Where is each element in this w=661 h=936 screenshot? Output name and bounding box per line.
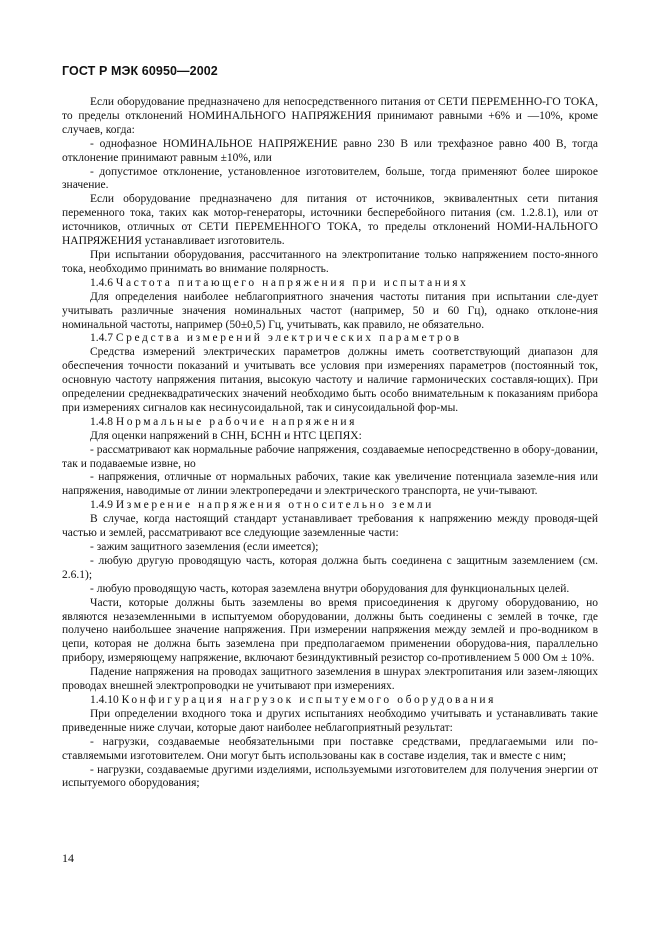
paragraph: - зажим защитного заземления (если имеется);	[90, 541, 319, 553]
paragraph: Средства измерений электрических параметров должны иметь соответствующий диапазон для обеспечения точности показаний и учитывать все условия при измерениях параметров (постоянный ток, основную частоту напряжения питания, высокую частоту и наличие гармонических составля-ющих). При определении среднеквадратических значений необходимо быть особо внимательным к показаниям прибора при измерениях сигналов как несинусоидальной, так и синусоидальной фор-мы.	[62, 346, 598, 414]
section-title: Измерение напряжения относительно земли	[115, 499, 434, 512]
paragraph: Падение напряжения на проводах защитного заземления в шнурах электропитания или зазем-ляющих проводах внешней электропроводки не учитывают при измерениях.	[62, 666, 598, 693]
paragraph: - нагрузки, создаваемые другими изделиями, используемыми изготовителем для получения энергии от испытуемого оборудования;	[62, 763, 598, 790]
paragraph: - любую другую проводящую часть, которая должна быть соединена с защитным заземлением (см. 2.6.1);	[62, 554, 598, 581]
paragraph: Для оценки напряжений в СНН, БСНН и НТС ЦЕПЯХ:	[90, 429, 362, 442]
paragraph: - допустимое отклонение, установленное изготовителем, больше, тогда применяют более широкое значение.	[62, 165, 598, 192]
section-heading	[62, 499, 598, 513]
paragraph: - любую проводящую часть, которая заземлена внутри оборудования для функциональных целей.	[90, 582, 570, 595]
section-title: Частота питающего напряжения при испытаниях	[115, 276, 469, 289]
section-heading	[62, 277, 598, 291]
section-number: 1.4.8	[90, 415, 113, 428]
paragraph: Если оборудование предназначено для питания от источников, эквивалентных сети питания переменного тока, таких как мотор-генераторы, источники бесперебойного питания (см. 1.2.8.1), или от источников, отличных от СЕТИ ПЕРЕМЕННОГО ТОКА, то пределы отклонений НОМИ-НАЛЬНОГО НАПРЯЖЕНИЯ устанавливает изготовитель.	[62, 193, 598, 248]
section-number: 1.4.6	[90, 276, 113, 289]
paragraph: - напряжения, отличные от нормальных рабочих, такие как увеличение потенциала заземле-ния или напряжения, наводимые от линии электропередачи и электрического транспорта, не учи-тывают.	[62, 471, 598, 498]
section-number: 1.4.9	[90, 499, 113, 512]
paragraph: Части, которые должны быть заземлены во время присоединения к другому оборудованию, но являются незаземленными в испытуемом оборудовании, должны быть соединены с землей в точке, где получено наибольшее значение напряжения. При измерении напряжения между землей и про-водником в цепи, которая не должна быть заземлена при предполагаемом применении оборудова-ния, параллельно прибору, измеряющему напряжение, включают безиндуктивный резистор со-противлением 5 000 Ом ± 10%.	[62, 596, 598, 665]
paragraph: - нагрузки, создаваемые необязательными при поставке средствами, предлагаемыми или по-ставляемыми изготовителем. Они могут быть использованы как в составе изделия, так и вместе с ним;	[62, 735, 598, 762]
section-heading	[62, 332, 598, 346]
paragraph: При определении входного тока и других испытаниях необходимо учитывать и устанавливать такие приведенные ниже случаи, которые дают наиболее неблагоприятный результат:	[62, 707, 598, 734]
document-header: ГОСТ Р МЭК 60950—2002	[62, 64, 218, 78]
section-number: 1.4.7	[90, 332, 113, 345]
paragraph: - однофазное НОМИНАЛЬНОЕ НАПРЯЖЕНИЕ равно 230 В или трехфазное равно 400 В, тогда отклонение принимают равным ±10%, или	[62, 137, 598, 164]
section-heading	[62, 694, 598, 708]
section-title: Конфигурация нагрузок испытуемого оборудования	[121, 693, 496, 706]
paragraph: При испытании оборудования, рассчитанного на электропитание только напряжением посто-янного тока, необходимо принимать во внимание полярность.	[62, 248, 598, 275]
section-title: Средства измерений электрических параметров	[115, 332, 462, 345]
paragraph: - рассматривают как нормальные рабочие напряжения, создаваемые непосредственно в обору-довании, так и подаваемые извне, но	[62, 443, 598, 470]
paragraph: Для определения наиболее неблагоприятного значения частоты питания при испытании сле-дует учитывать различные значения номинальных частот (например, 50 и 60 Гц), однако отклоне-ния номинальной частоты, например (50±0,5) Гц, учитывать, как правило, не обязательно.	[62, 290, 598, 331]
paragraph: В случае, когда настоящий стандарт устанавливает требования к напряжению между проводя-щей частью и землей, рассматривают все следующие заземленные части:	[62, 513, 598, 540]
page-number: 14	[62, 851, 74, 865]
section-heading	[62, 416, 598, 430]
section-number: 1.4.10	[90, 693, 119, 706]
document-body	[62, 96, 598, 791]
paragraph: Если оборудование предназначено для непосредственного питания от СЕТИ ПЕРЕМЕННО-ГО ТОКА, то пределы отклонений НОМИНАЛЬНОГО НАПРЯЖЕНИЯ принимают равными +6% и —10%, кроме случаев, когда:	[62, 96, 598, 136]
section-title: Нормальные рабочие напряжения	[115, 415, 358, 428]
